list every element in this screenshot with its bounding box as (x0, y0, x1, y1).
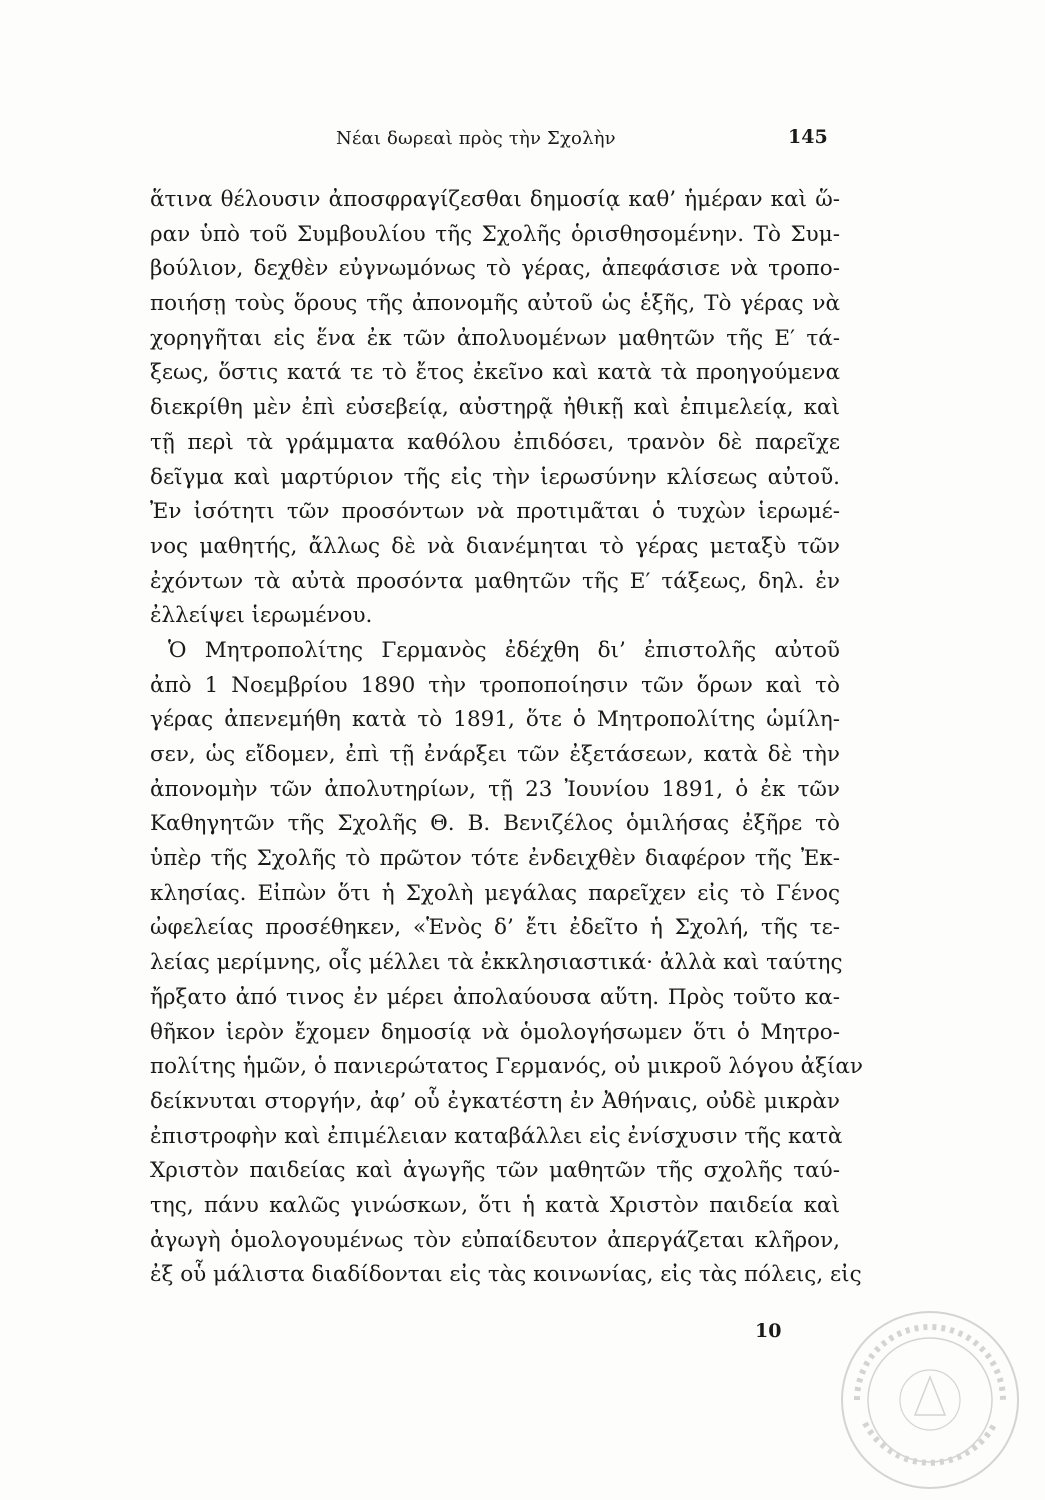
page-number: 145 (788, 126, 828, 148)
text-line: σεν, ὡς εἴδομεν, ἐπὶ τῇ ἐνάρξει τῶν ἐξετάσεων, κατὰ δὲ τὴν (150, 742, 840, 767)
text-line: ἤρξατο ἀπό τινος ἐν μέρει ἀπολαύουσα αὕτη. Πρὸς τοῦτο κα- (150, 984, 840, 1010)
text-line: της, πάνυ καλῶς γινώσκων, ὅτι ἡ κατὰ Χριστὸν παιδεία καὶ (150, 1192, 840, 1218)
text-line: χορηγῆται εἰς ἕνα ἐκ τῶν ἀπολυομένων μαθητῶν τῆς Ε′ τά- (150, 325, 840, 351)
text-line: ἀπονομὴν τῶν ἀπολυτηρίων, τῇ 23 Ἰουνίου 1891, ὁ ἐκ τῶν (150, 776, 840, 802)
text-line: γέρας ἀπενεμήθη κατὰ τὸ 1891, ὅτε ὁ Μητροπολίτης ὡμίλη- (150, 707, 840, 733)
text-line: κλησίας. Εἰπὼν ὅτι ἡ Σχολὴ μεγάλας παρεῖχεν εἰς τὸ Γένος (150, 880, 840, 906)
text-line: ἐξ οὗ μάλιστα διαδίδονται εἰς τὰς κοινωνίας, εἰς τὰς πόλεις, εἰς (150, 1262, 862, 1288)
text-line: ἀγωγὴ ὁμολογουμένως τὸν εὐπαίδευτον ἀπεργάζεται κλῆρον, (150, 1227, 840, 1253)
text-line: ἀπὸ 1 Νοεμβρίου 1890 τὴν τροποποίησιν τῶν ὅρων καὶ τὸ (150, 672, 840, 698)
text-line: λείας μερίμνης, οἷς μέλλει τὰ ἐκκλησιαστικά· ἀλλὰ καὶ ταύτης (150, 950, 843, 976)
running-title: Νέαι δωρεαὶ πρὸς τὴν Σχολὴν (336, 128, 616, 149)
text-line: ποιήσῃ τοὺς ὅρους τῆς ἀπονομῆς αὐτοῦ ὡς ἑξῆς, Τὸ γέρας νὰ (150, 291, 840, 317)
text-line: δείκνυται στοργήν, ἀφ’ οὗ ἐγκατέστη ἐν Ἀθήναις, οὐδὲ μικρὰν (150, 1088, 840, 1114)
text-line: βούλιον, δεχθὲν εὐγνωμόνως τὸ γέρας, ἀπεφάσισε νὰ τροπο- (150, 256, 840, 282)
text-line: διεκρίθη μὲν ἐπὶ εὐσεβείᾳ, αὐστηρᾷ ἠθικῇ καὶ ἐπιμελείᾳ, καὶ (150, 395, 840, 421)
text-line: θῆκον ἱερὸν ἔχομεν δημοσίᾳ νὰ ὁμολογήσωμεν ὅτι ὁ Μητρο- (150, 1019, 840, 1045)
text-line: ραν ὑπὸ τοῦ Συμβουλίου τῆς Σχολῆς ὁρισθησομένην. Τὸ Συμ- (150, 221, 840, 247)
text-line: ἅτινα θέλουσιν ἀποσφραγίζεσθαι δημοσίᾳ καθ’ ἡμέραν καὶ ὥ- (150, 187, 840, 212)
text-line: τῇ περὶ τὰ γράμματα καθόλου ἐπιδόσει, τρανὸν δὲ παρεῖχε (150, 429, 840, 455)
text-line: ἐπιστροφὴν καὶ ἐπιμέλειαν καταβάλλει εἰς ἐνίσχυσιν τῆς κατὰ (150, 1123, 843, 1149)
text-line: νος μαθητής, ἄλλως δὲ νὰ διανέμηται τὸ γέρας μεταξὺ τῶν (150, 533, 840, 559)
paragraph-start-line: Ὁ Μητροπολίτης Γερμανὸς ἐδέχθη δι’ ἐπιστολῆς αὐτοῦ (168, 637, 840, 663)
text-line: ὑπὲρ τῆς Σχολῆς τὸ πρῶτον τότε ἐνδειχθὲν διαφέρον τῆς Ἐκ- (150, 846, 840, 872)
text-line: ξεως, ὅστις κατά τε τὸ ἔτος ἐκεῖνο καὶ κατὰ τὰ προηγούμενα (150, 360, 840, 386)
seal-emblem (915, 1377, 945, 1415)
text-line: ἐχόντων τὰ αὐτὰ προσόντα μαθητῶν τῆς Ε′ τάξεως, δηλ. ἐν (150, 568, 840, 594)
text-line: ὠφελείας προσέθηκεν, «Ἑνὸς δ’ ἔτι ἐδεῖτο ἡ Σχολή, τῆς τε- (150, 915, 840, 941)
text-line: Χριστὸν παιδείας καὶ ἀγωγῆς τῶν μαθητῶν τῆς σχολῆς ταύ- (150, 1158, 840, 1184)
library-seal-stamp (835, 1305, 1025, 1495)
text-line: δεῖγμα καὶ μαρτύριον τῆς εἰς τὴν ἱερωσύνην κλίσεως αὐτοῦ. (150, 464, 840, 490)
printer-signature-mark: 10 (755, 1320, 782, 1342)
text-line: Καθηγητῶν τῆς Σχολῆς Θ. Β. Βενιζέλος ὁμιλήσας ἐξῆρε τὸ (150, 811, 840, 837)
text-line: ἐλλείψει ἱερωμένου. (150, 603, 373, 629)
text-line: Ἐν ἰσότητι τῶν προσόντων νὰ προτιμᾶται ὁ τυχὼν ἱερωμέ- (150, 499, 840, 525)
text-line: πολίτης ἡμῶν, ὁ πανιερώτατος Γερμανός, οὐ μικροῦ λόγου ἀξίαν (150, 1054, 864, 1080)
body-text (150, 183, 864, 1293)
seal-inner-ring (868, 1338, 992, 1462)
